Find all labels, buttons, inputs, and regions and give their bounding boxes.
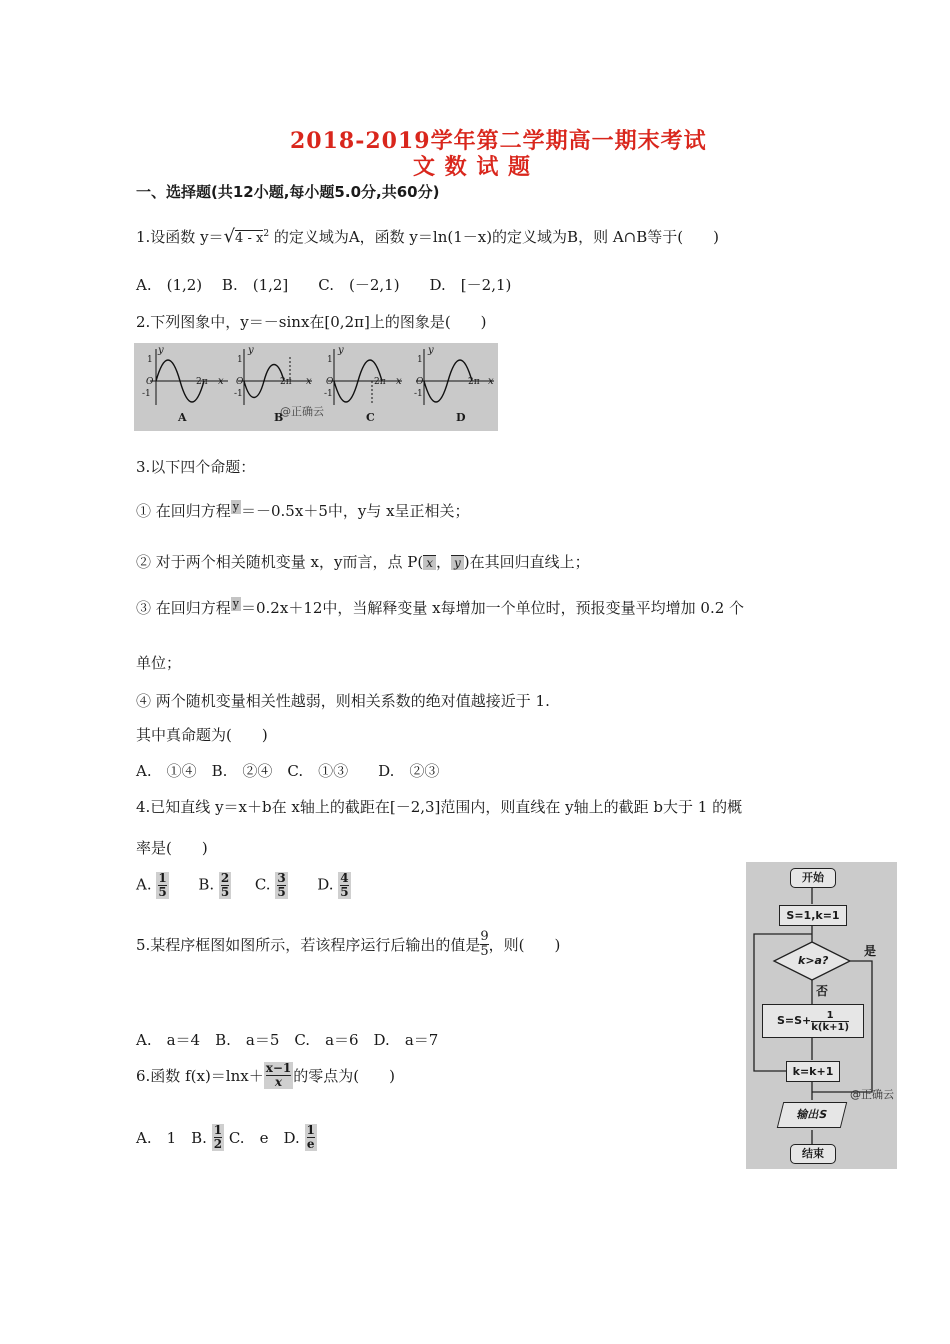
graph-b-2pi: 2π <box>280 377 292 387</box>
graph-b-one: 1 <box>237 355 243 365</box>
q1-options: A. (1,2) B. (1,2] C. (－2,1) D. [－2,1) <box>136 276 512 294</box>
graph-d-neg: -1 <box>414 389 423 399</box>
graph-a-x: x <box>218 376 224 387</box>
flow-condition: k>a? <box>798 954 829 967</box>
question-2: 2.下列图象中，y＝－sinx在[0,2π]上的图象是( ) <box>136 313 487 331</box>
graph-c-label: C <box>366 411 375 424</box>
graph-b-origin: O <box>236 377 244 387</box>
flow-end: 结束 <box>790 1144 836 1164</box>
q3-p2-b: ， <box>435 553 451 571</box>
flow-output: 输出S <box>777 1102 847 1128</box>
q4-options <box>136 872 351 899</box>
q3-options: A. ①④ B. ②④ C. ①③ D. ②③ <box>136 762 440 780</box>
graph-d-x: x <box>488 376 494 387</box>
graph-b-neg: -1 <box>234 389 243 399</box>
y-hat-2: y <box>232 597 239 610</box>
graph-c <box>328 349 402 405</box>
q4-opt-a: A. <box>136 875 152 894</box>
q3-proposition-4: ④ 两个随机变量相关性越弱，则相关系数的绝对值越接近于 1. <box>136 692 550 710</box>
graph-c-neg: -1 <box>324 389 333 399</box>
flow-update-s-frac: $\frac{1}{k(k+1)}$ <box>811 1009 850 1033</box>
graph-d-y: y <box>428 345 434 356</box>
graph-watermark: @正确云 <box>280 405 324 418</box>
q6-frac-d: $\frac{1}{e}$ <box>306 1123 315 1151</box>
graph-c-x: x <box>396 376 402 387</box>
q4-frac-d: $\frac{4}{5}$ <box>340 871 349 899</box>
graph-c-origin: O <box>326 377 334 387</box>
question-5 <box>136 930 560 959</box>
q3-proposition-3 <box>136 597 744 618</box>
q4-opt-d: D. <box>317 875 334 894</box>
q6-frac-b: $\frac{1}{2}$ <box>213 1123 223 1151</box>
q3-proposition-3-cont: 单位； <box>136 654 182 672</box>
section-heading: 一、选择题(共12小题,每小题5.0分,共60分) <box>136 183 440 201</box>
graph-b <box>238 349 312 405</box>
graph-d-2pi: 2π <box>468 377 480 387</box>
y-hat-1: y <box>232 500 239 513</box>
question-4: 4.已知直线 y＝x＋b在 x轴上的截距在[－2,3]范围内，则直线在 y轴上的截距 b大于 1 的概 <box>136 798 743 816</box>
flow-update-s <box>762 1004 864 1038</box>
q3-p1-b: ＝－0.5x＋5中，y与 x呈正相关； <box>241 502 470 520</box>
graph-c-one: 1 <box>327 355 333 365</box>
question-1 <box>136 226 719 247</box>
sqrt-symbol: √ <box>223 226 236 247</box>
q4-frac-a: $\frac{1}{5}$ <box>158 871 167 899</box>
exam-title: 2018-2019学年第二学期高一期末考试 <box>290 128 707 154</box>
q6-options <box>136 1124 317 1151</box>
q5-stem-a: 5.某程序框图如图所示，若该程序运行后输出的值是 <box>136 936 481 954</box>
q6-fraction: $\frac{x-1}{x}$ <box>265 1061 292 1089</box>
q5-fraction: $\frac{9}{5}$ <box>480 929 489 959</box>
graph-d-origin: O <box>416 377 424 387</box>
graph-b-x: x <box>306 376 312 387</box>
q3-proposition-2 <box>136 551 590 572</box>
q5-options: A. a＝4 B. a＝5 C. a＝6 D. a＝7 <box>136 1031 439 1049</box>
flow-update-s-label: S=S+ <box>776 1014 812 1027</box>
flow-update-k: k=k+1 <box>786 1061 840 1082</box>
flowchart-image <box>746 862 897 1169</box>
x-bar: x <box>423 555 436 570</box>
flow-yes: 是 <box>864 944 877 958</box>
graph-d <box>416 349 494 405</box>
q1-rest: 的定义域为A，函数 y＝ln(1－x)的定义域为B，则 A∩B等于( ) <box>269 228 719 246</box>
question-3: 3.以下四个命题： <box>136 458 256 476</box>
graph-d-one: 1 <box>417 355 423 365</box>
graph-a-origin: O <box>146 377 154 387</box>
question-4-cont: 率是( ) <box>136 839 208 857</box>
graph-a <box>150 349 228 405</box>
graph-b-y: y <box>248 345 254 356</box>
q6-stem-a: 6.函数 f(x)＝lnx＋ <box>136 1067 264 1085</box>
q1-exponent: 2 <box>263 229 270 239</box>
q6-stem-b: 的零点为( ) <box>293 1067 395 1085</box>
q4-frac-b: $\frac{2}{5}$ <box>220 871 230 899</box>
q3-p2-a: ② 对于两个相关随机变量 x，y而言，点 P( <box>136 553 424 571</box>
graph-a-label: A <box>178 411 187 424</box>
q3-proposition-1 <box>136 500 470 521</box>
q3-p1-a: ① 在回归方程 <box>136 502 231 520</box>
exam-subtitle: 文 数 试 题 <box>413 154 531 180</box>
q1-prefix: 1.设函数 y＝ <box>136 228 224 246</box>
q3-p3-b: ＝0.2x＋12中，当解释变量 x每增加一个单位时，预报变量平均增加 0.2 个 <box>241 599 745 617</box>
q6-opt-ab: A. 1 B. <box>136 1129 207 1147</box>
graph-b-label: B <box>274 411 284 424</box>
graph-a-2pi: 2π <box>196 377 208 387</box>
flow-init: S=1,k=1 <box>779 905 847 926</box>
q4-opt-b: B. <box>198 875 215 894</box>
flow-start: 开始 <box>790 868 836 888</box>
question-6 <box>136 1062 395 1089</box>
q3-p2-c: )在其回归直线上； <box>463 553 590 571</box>
q6-opt-cd: C. e D. <box>228 1129 300 1147</box>
graph-d-label: D <box>456 411 466 424</box>
q3-ask: 其中真命题为( ) <box>136 726 268 744</box>
graph-a-one: 1 <box>147 355 153 365</box>
graph-a-neg: -1 <box>142 389 151 399</box>
q5-stem-b: ，则( ) <box>488 936 561 954</box>
flow-no: 否 <box>816 984 829 998</box>
flow-watermark: @正确云 <box>850 1088 894 1101</box>
q4-frac-c: $\frac{3}{5}$ <box>277 871 286 899</box>
q4-opt-c: C. <box>254 875 271 894</box>
q1-radicand: 4 - x <box>235 231 264 246</box>
graph-a-y: y <box>158 345 164 356</box>
q3-p3-a: ③ 在回归方程 <box>136 599 231 617</box>
y-bar: y <box>451 555 464 570</box>
graph-c-y: y <box>338 345 344 356</box>
graph-c-2pi: 2π <box>374 377 386 387</box>
sine-graphs-image <box>134 343 498 431</box>
